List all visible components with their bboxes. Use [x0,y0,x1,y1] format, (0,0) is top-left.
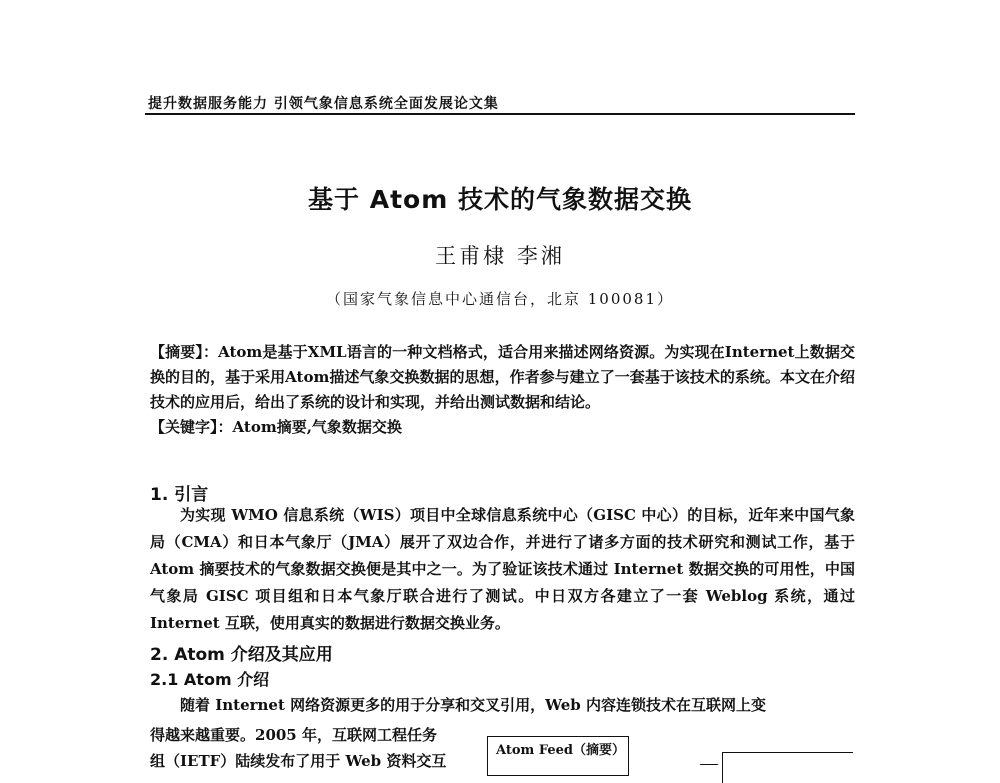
keywords [150,415,855,440]
paper-authors: 王甫棣 李湘 [435,244,565,268]
paper-title: 基于 Atom 技术的气象数据交换 [308,185,692,214]
section-2-1-paragraph-line3: 组（IETF）陆续发布了用于 Web 资料交互 [150,752,447,770]
section-2-1-heading: 2.1 Atom 介绍 [150,670,270,689]
keywords-text: Atom摘要,气象数据交换 [232,418,402,436]
figure-atom-feed-box [487,736,629,776]
section-1-heading: 1. 引言 [150,485,209,505]
abstract-text: Atom是基于XML语言的一种文档格式，适合用来描述网络资源。为实现在Internet上数据交换的目的，基于采用Atom描述气象交换数据的思想，作者参与建立了一套基于该技术的系统。本文在介绍技术的应用后，给出了系统的设计和实现，并给出测试数据和结论。 [150,343,855,411]
figure-second-box [722,752,853,783]
keywords-label: 【关键字】： [150,418,233,436]
running-header: 提升数据服务能力 引领气象信息系统全面发展论文集 [148,96,499,112]
section-1-paragraph: 为实现 WMO 信息系统（WIS）项目中全球信息系统中心（GISC 中心）的目标，近年来中国气象局（CMA）和日本气象厅（JMA）展开了双边合作，并进行了诸多方面的技术研究和测试工作，基于 Atom 摘要技术的气象数据交换便是其中之一。为了验证该技术通过 Internet 数据交换的可用性，中国气象局 GISC 项目组和日本气象厅联合进行了测试。中日双方各建立了一套 Weblog 系统，通过 Internet 互联，使用真实的数据进行数据交换业务。 [150,506,855,632]
abstract [150,340,855,415]
section-2-1-paragraph-line2: 得越来越重要。2005 年，互联网工程任务 [150,726,437,744]
section-2-heading: 2. Atom 介绍及其应用 [150,645,333,665]
section-2-1-paragraph-line1: 随着 Internet 网络资源更多的用于分享和交叉引用，Web 内容连锁技术在互联网上变 [180,696,766,714]
abstract-label: 【摘要】： [150,343,219,361]
header-rule [145,113,855,115]
paper-affiliation: （国家气象信息中心通信台，北京 100081） [325,290,675,308]
figure-atom-feed-label: Atom Feed（摘要） [496,743,625,758]
